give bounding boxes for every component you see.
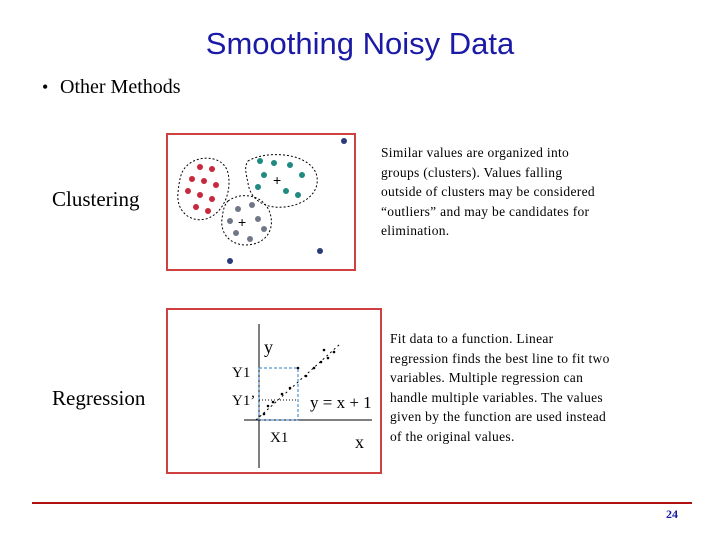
regression-figure (166, 308, 382, 474)
clustering-figure (166, 133, 356, 271)
regression-description-line: regression finds the best line to fit two (390, 350, 610, 366)
data-point (271, 160, 277, 166)
clustering-description-line: Similar values are organized into (381, 145, 570, 160)
data-point (227, 218, 233, 224)
data-point (261, 226, 267, 232)
data-point (323, 349, 326, 352)
clustering-frame (167, 134, 355, 270)
equation-label: y = x + 1 (310, 393, 372, 412)
regression-description-line: of the original values. (390, 428, 515, 444)
clustering-description-line: “outliers” and may be candidates for (381, 203, 590, 219)
data-point (313, 367, 316, 370)
data-point (281, 393, 284, 396)
regression-description-line: handle multiple variables. The values (390, 389, 603, 405)
data-point (299, 172, 305, 178)
y-axis-label: y (264, 337, 273, 357)
data-point (272, 401, 275, 404)
outlier-point (341, 138, 347, 144)
data-point (213, 182, 219, 188)
outlier-point (227, 258, 233, 264)
data-point (289, 387, 292, 390)
page-number: 24 (666, 507, 678, 521)
footer-divider (32, 502, 692, 504)
data-point (209, 196, 215, 202)
regression-label: Regression (52, 386, 146, 410)
regression-description-line: variables. Multiple regression can (390, 370, 584, 385)
data-point (327, 357, 330, 360)
bullet-dot-icon: • (42, 77, 49, 97)
cluster-centroid-gray: + (238, 214, 247, 230)
data-point (295, 192, 301, 198)
outlier-point (317, 248, 323, 254)
data-point (233, 230, 239, 236)
regression-description-line: given by the function are used instead (390, 409, 607, 424)
regression-description (390, 329, 610, 446)
data-point (287, 162, 293, 168)
data-point (249, 202, 255, 208)
data-point (235, 206, 241, 212)
data-point (189, 176, 195, 182)
data-point (297, 367, 300, 370)
x-axis-label: x (355, 432, 364, 452)
data-point (247, 236, 253, 242)
data-point (255, 216, 261, 222)
clustering-description-line: groups (clusters). Values falling (381, 164, 563, 180)
x1-label: X1 (270, 430, 289, 446)
data-point (185, 188, 191, 194)
clustering-description-line: elimination. (381, 223, 450, 238)
cluster-centroid-teal: + (273, 172, 282, 188)
data-point (257, 158, 263, 164)
data-point (320, 361, 323, 364)
data-point (197, 192, 203, 198)
y1-prime-label: Y1’ (232, 393, 256, 409)
regression-description-line: Fit data to a function. Linear (390, 331, 554, 346)
data-point (209, 166, 215, 172)
data-point (193, 204, 199, 210)
data-point (267, 405, 270, 408)
data-point (197, 164, 203, 170)
clustering-label: Clustering (52, 187, 140, 211)
bullet-text: Other Methods (60, 76, 181, 98)
data-point (261, 172, 267, 178)
data-point (205, 208, 211, 214)
bullet-item (42, 76, 181, 99)
data-point (201, 178, 207, 184)
y1-label: Y1 (232, 365, 251, 381)
data-point (283, 188, 289, 194)
clustering-description (381, 143, 595, 241)
data-point (263, 413, 266, 416)
data-point (333, 351, 336, 354)
data-point (255, 184, 261, 190)
clustering-description-line: outside of clusters may be considered (381, 184, 595, 199)
slide-title: Smoothing Noisy Data (205, 26, 515, 61)
regression-frame (167, 309, 381, 473)
data-point (305, 375, 308, 378)
